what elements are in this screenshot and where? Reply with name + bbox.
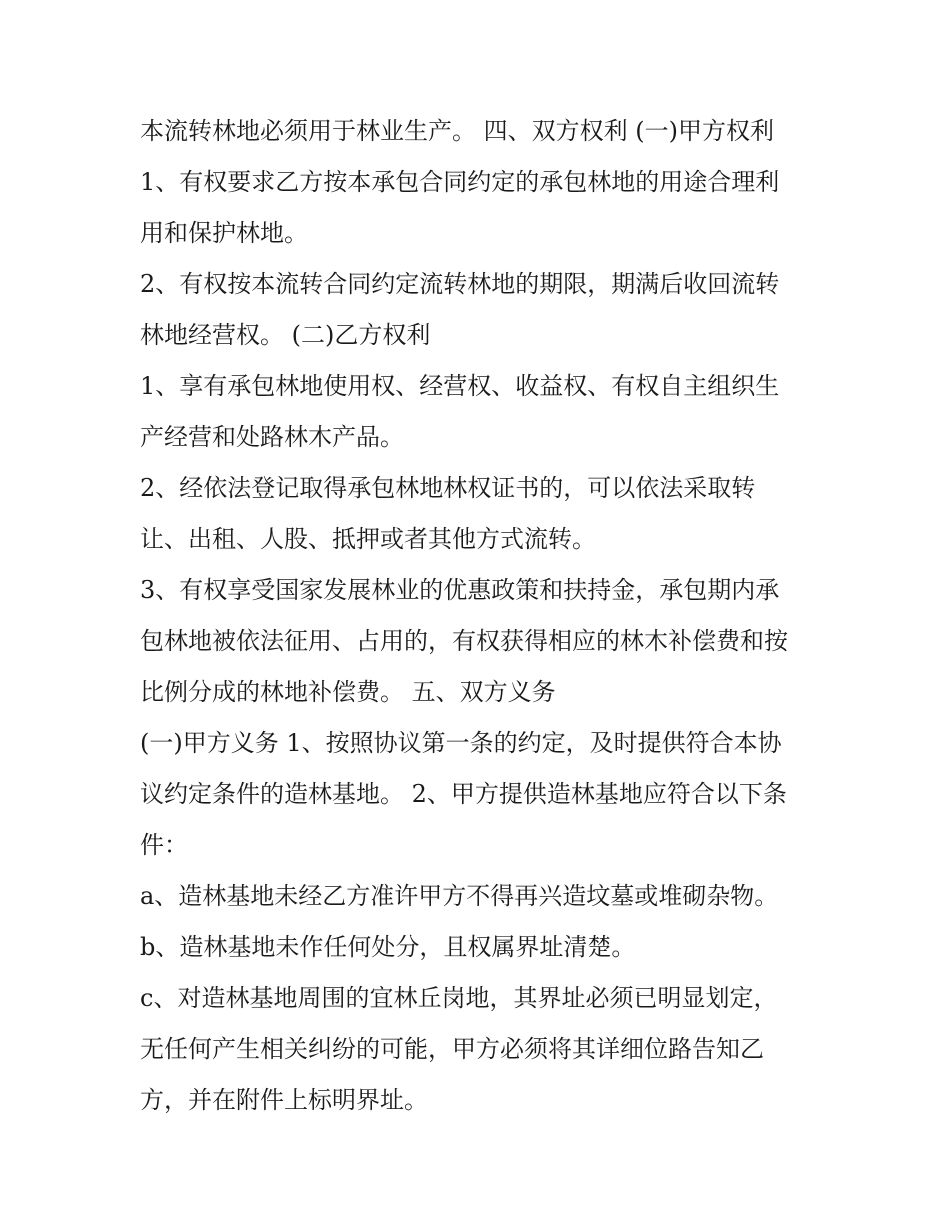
text-line: 议约定条件的造林基地。 2、甲方提供造林基地应符合以下条: [140, 780, 787, 808]
text-line: a、造林基地未经乙方准许甲方不得再兴造坟墓或堆砌杂物。: [140, 882, 779, 910]
text-line: 包林地被依法征用、占用的，有权获得相应的林木补偿费和按: [140, 627, 788, 655]
text-line: c、对造林基地周围的宜林丘岗地，其界址必须已明显划定，: [140, 984, 778, 1012]
text-line: 1、享有承包林地使用权、经营权、收益权、有权自主组织生: [140, 372, 780, 400]
text-line: 无任何产生相关纠纷的可能，甲方必须将其详细位路告知乙: [140, 1035, 764, 1063]
text-line: 让、出租、人股、抵押或者其他方式流转。: [140, 525, 596, 553]
text-line: (一)甲方义务 1、按照协议第一条的约定，及时提供符合本协: [140, 729, 782, 757]
text-line: 1、有权要求乙方按本承包合同约定的承包林地的用途合理利: [140, 168, 780, 196]
text-line: 2、有权按本流转合同约定流转林地的期限，期满后收回流转: [140, 270, 780, 298]
text-line: 方，并在附件上标明界址。: [140, 1086, 428, 1114]
text-line: 比例分成的林地补偿费。 五、双方义务: [140, 678, 556, 706]
text-line: 用和保护林地。: [140, 219, 308, 247]
text-line: 产经营和处路林木产品。: [140, 423, 404, 451]
text-line: 林地经营权。 (二)乙方权利: [140, 321, 431, 349]
text-line: 2、经依法登记取得承包林地林权证书的，可以依法采取转: [140, 474, 756, 502]
text-line: 件：: [140, 831, 188, 859]
text-line: 本流转林地必须用于林业生产。 四、双方权利 (一)甲方权利: [140, 117, 774, 145]
text-line: 3、有权享受国家发展林业的优惠政策和扶持金，承包期内承: [140, 576, 780, 604]
document-body: [140, 106, 830, 1126]
text-line: b、造林基地未作任何处分，且权属界址清楚。: [140, 933, 636, 961]
